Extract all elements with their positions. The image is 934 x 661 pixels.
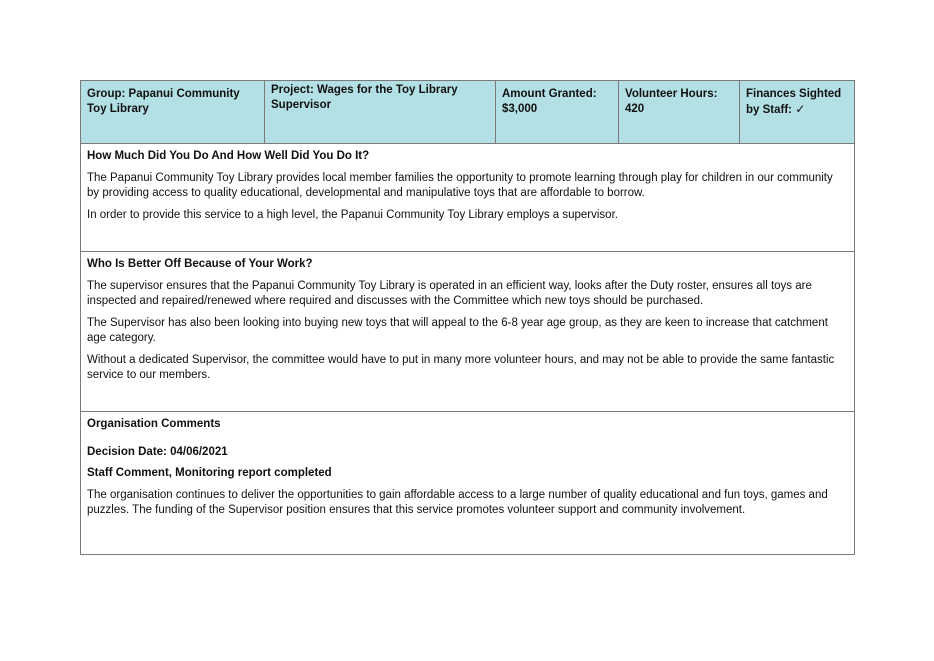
- finances-cell: [740, 81, 854, 143]
- paragraph: Without a dedicated Supervisor, the committee would have to put in many more volunteer hours, and may not be able to provide the same fantastic service to our members.: [87, 353, 835, 381]
- section-how-much: [81, 144, 854, 252]
- hours-label: Volunteer Hours:: [625, 88, 718, 100]
- section-heading: How Much Did You Do And How Well Did You Do It?: [87, 150, 370, 162]
- section-organisation-comments: [81, 412, 854, 554]
- section-who-better-off: [81, 252, 854, 412]
- amount-cell: [496, 81, 619, 143]
- paragraph: The organisation continues to deliver the opportunities to gain affordable access to a large number of quality educational and fun toys, games and puzzles. The funding of the Supervisor position ensures that this service promotes volunteer support and community involvement.: [87, 488, 828, 516]
- paragraph: The Supervisor has also been looking into buying new toys that will appeal to the 6-8 year age group, as they are keen to increase that catchment age category.: [87, 316, 828, 344]
- report-table: [80, 80, 855, 555]
- project-cell: Project: Wages for the Toy Library Supervisor: [265, 81, 496, 143]
- amount-value: $3,000: [502, 103, 538, 115]
- amount-label: Amount Granted:: [502, 88, 597, 100]
- paragraph: The supervisor ensures that the Papanui Community Toy Library is operated in an efficient way, looks after the Duty roster, ensures all toys are inspected and repaired/renewed where required and discusses with the Committee which new toys should be purchased.: [87, 279, 812, 307]
- section-heading: Who Is Better Off Because of Your Work?: [87, 258, 313, 270]
- paragraph: The Papanui Community Toy Library provides local member families the opportunity to promote learning through play for children in our community by providing access to quality educational, developmental and manipulative toys that are affordable to borrow.: [87, 171, 833, 199]
- section-heading: Organisation Comments: [87, 418, 221, 430]
- finances-label: Finances Sighted by Staff:: [746, 88, 842, 116]
- checkmark-icon: ✓: [795, 102, 806, 116]
- group-cell: Group: Papanui Community Toy Library: [81, 81, 265, 143]
- staff-comment-heading: Staff Comment, Monitoring report completed: [87, 467, 332, 479]
- hours-cell: [619, 81, 740, 143]
- paragraph: In order to provide this service to a high level, the Papanui Community Toy Library employs a supervisor.: [87, 208, 618, 221]
- hours-value: 420: [625, 103, 645, 115]
- header-row: [81, 81, 854, 144]
- decision-date: Decision Date: 04/06/2021: [87, 445, 228, 458]
